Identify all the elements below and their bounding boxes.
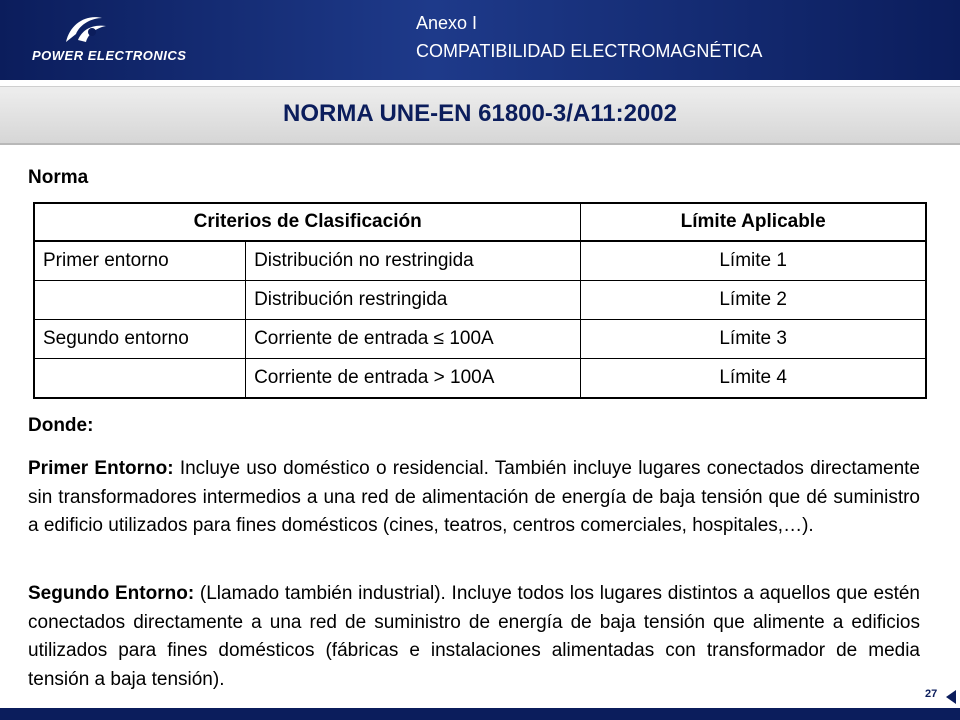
- second-environment-definition: [28, 580, 920, 694]
- limit-cell: Límite 4: [581, 359, 926, 399]
- annex-line1: Anexo I: [416, 13, 478, 33]
- section-label: Norma: [28, 167, 89, 188]
- page-number: 27: [925, 688, 938, 700]
- page-title: NORMA UNE-EN 61800-3/A11:2002: [283, 100, 677, 127]
- criteria-cell: Distribución no restringida: [246, 241, 581, 281]
- annex-heading: [416, 9, 762, 65]
- env-cell: [34, 281, 246, 320]
- limit-cell: Límite 1: [581, 241, 926, 281]
- title-bar: [0, 86, 960, 145]
- annex-line2: COMPATIBILIDAD ELECTROMAGNÉTICA: [416, 41, 763, 61]
- brand-name: POWER ELECTRONICS: [32, 48, 187, 63]
- limit-cell: Límite 2: [581, 281, 926, 320]
- criteria-cell: Corriente de entrada ≤ 100A: [246, 320, 581, 359]
- header-limit: Límite Aplicable: [581, 203, 926, 241]
- table-header-row: [34, 203, 926, 241]
- table-row: [34, 359, 926, 399]
- header-banner: [0, 0, 960, 80]
- where-label: Donde:: [28, 415, 94, 436]
- previous-arrow-icon[interactable]: [946, 690, 956, 704]
- env-cell: [34, 359, 246, 399]
- first-environment-text: Incluye uso doméstico o residencial. También incluye lugares conectados directamente sin transformadores intermedios a una red de alimentación de energía de baja tensión que dé suministro a edificio utilizados para fines domésticos (cines, teatros, centros comerciales, hospitales,…).: [28, 458, 921, 536]
- criteria-cell: Distribución restringida: [246, 281, 581, 320]
- criteria-cell: Corriente de entrada > 100A: [246, 359, 581, 399]
- table-row: [34, 281, 926, 320]
- first-environment-term: Primer Entorno:: [28, 458, 174, 479]
- first-environment-definition: [28, 455, 920, 541]
- classification-table: [33, 202, 927, 399]
- header-criteria: Criterios de Clasificación: [34, 203, 581, 241]
- limit-cell: Límite 3: [581, 320, 926, 359]
- power-electronics-logo-icon: [62, 12, 108, 46]
- table-row: [34, 241, 926, 281]
- table-row: [34, 320, 926, 359]
- second-environment-term: Segundo Entorno:: [28, 583, 195, 604]
- second-environment-text: (Llamado también industrial). Incluye todos los lugares distintos a aquellos que estén conectados directamente a una red de suministro de energía de baja tensión que alimente a edificios utilizados para fines domésticos (fábricas e instalaciones alimentadas con transformador de media tensión a baja tensión).: [28, 583, 920, 690]
- env-cell: Primer entorno: [34, 241, 246, 281]
- env-cell: Segundo entorno: [34, 320, 246, 359]
- footer-bar: [0, 708, 960, 720]
